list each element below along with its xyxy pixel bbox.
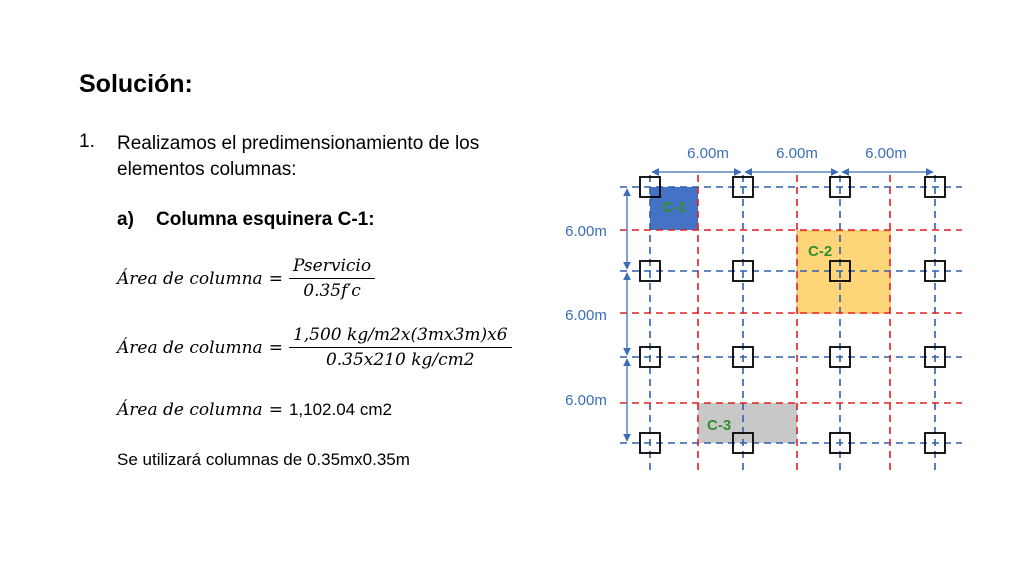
dim-top-3: 6.00m — [865, 145, 907, 162]
formula1-equals: = — [268, 268, 283, 289]
label-c2: C-2 — [808, 243, 833, 260]
dim-top-2: 6.00m — [776, 145, 818, 162]
formula1-denominator: 0.35f′c — [303, 281, 361, 301]
dim-top-1: 6.00m — [687, 145, 729, 162]
formula2-numerator: 1,500 kg/m2x(3mx3m)x6 — [289, 325, 512, 348]
label-c3: C-3 — [707, 417, 732, 434]
formula3-equals: = — [268, 400, 283, 420]
dim-left-3: 6.00m — [565, 392, 607, 409]
list-item-number: 1. — [79, 131, 95, 152]
formula3-lhs: Área de columna — [117, 400, 263, 420]
column-size-note: Se utilizará columnas de 0.35mx0.35m — [117, 450, 410, 469]
dim-left-1: 6.00m — [565, 223, 607, 240]
list-item-text: Realizamos el predimensionamiento de los elementos columnas: — [117, 133, 480, 180]
formula2-equals: = — [268, 337, 283, 358]
formula2-lhs: Área de columna — [117, 337, 263, 358]
formula2-denominator: 0.35x210 kg/cm2 — [325, 350, 475, 370]
subitem-title: Columna esquinera C-1: — [156, 209, 375, 230]
formula1-lhs: Área de columna — [117, 268, 263, 289]
formula1-numerator: Pservicio — [289, 256, 375, 279]
subitem-letter: a) — [117, 209, 134, 230]
page-title: Solución: — [79, 70, 193, 98]
label-c1: C-1 — [662, 199, 687, 216]
formula3-result: 1,102.04 cm2 — [288, 400, 392, 419]
dim-left-2: 6.00m — [565, 307, 607, 324]
